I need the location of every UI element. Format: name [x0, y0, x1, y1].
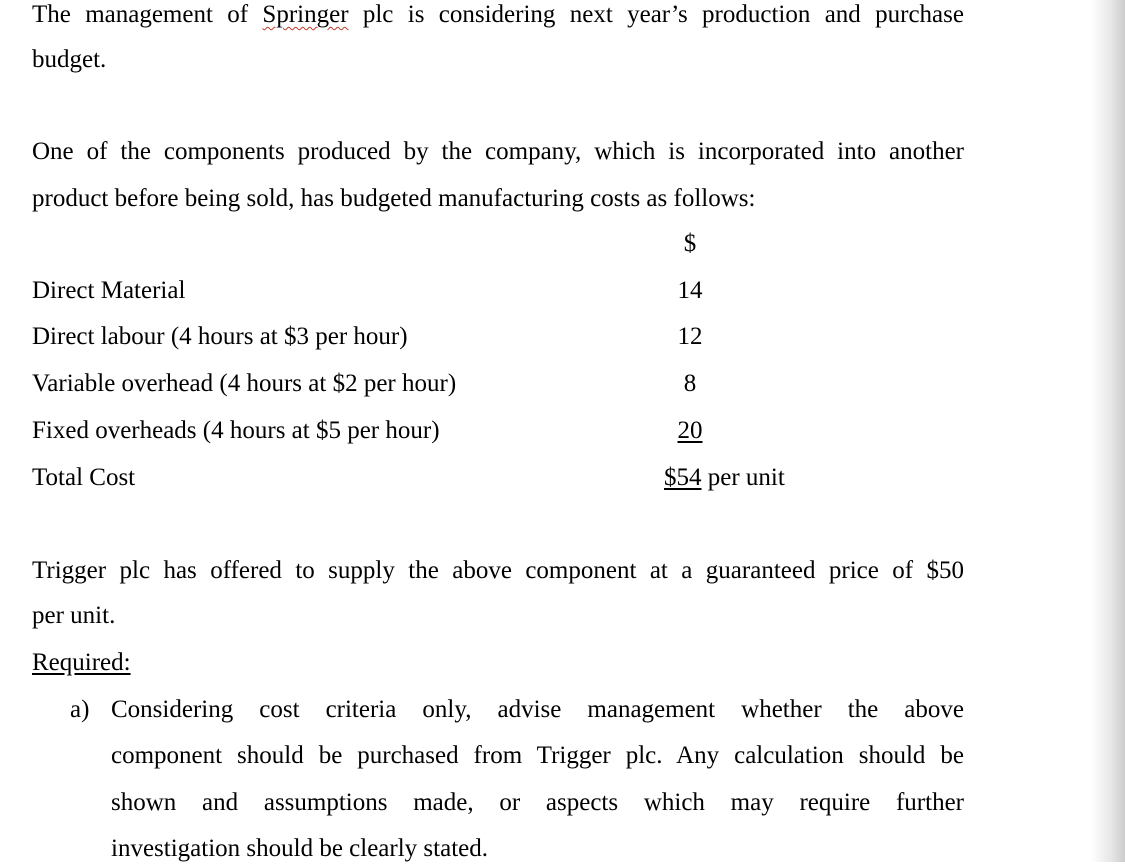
total-cost-value-line [664, 463, 785, 493]
currency-header: $ [683, 230, 697, 257]
total-cost-value: $54 [664, 464, 702, 491]
item-line-4: investigation should be clearly stated. [111, 835, 488, 862]
cost-row-value: 12 [677, 323, 703, 350]
cost-row-value: 14 [677, 277, 703, 304]
total-cost-suffix: per unit [701, 464, 785, 491]
cost-row-label: Variable overhead (4 hours at $2 per hour) [32, 370, 457, 397]
item-line-1: Considering cost criteria only, advise management whether the above [111, 696, 964, 723]
company-name: Springer [262, 1, 349, 28]
description-line-1: One of the components produced by the company, which is incorporated into another [32, 138, 964, 165]
offer-line-2: per unit. [32, 602, 116, 629]
cost-row-value: 20 [677, 417, 703, 444]
item-marker: a) [70, 696, 90, 723]
cost-row-label: Direct Material [32, 277, 186, 304]
intro-text-end: plc is considering next year’s production and purchase [348, 1, 964, 28]
intro-text-start: The management of [32, 1, 263, 28]
page-edge-shadow [1091, 0, 1125, 862]
cost-row-label: Direct labour (4 hours at $3 per hour) [32, 323, 408, 350]
item-line-2: component should be purchased from Trigger plc. Any calculation should be [111, 742, 964, 769]
intro-line-1 [32, 0, 964, 30]
offer-line-1: Trigger plc has offered to supply the above component at a guaranteed price of $50 [32, 557, 964, 584]
cost-row-value: 8 [683, 370, 697, 397]
total-cost-label: Total Cost [32, 464, 136, 491]
item-line-3: shown and assumptions made, or aspects which may require further [111, 789, 964, 816]
intro-line-2: budget. [32, 46, 107, 73]
description-line-2: product before being sold, has budgeted manufacturing costs as follows: [32, 185, 756, 212]
required-heading: Required: [32, 649, 131, 676]
cost-row-label: Fixed overheads (4 hours at $5 per hour) [32, 417, 440, 444]
